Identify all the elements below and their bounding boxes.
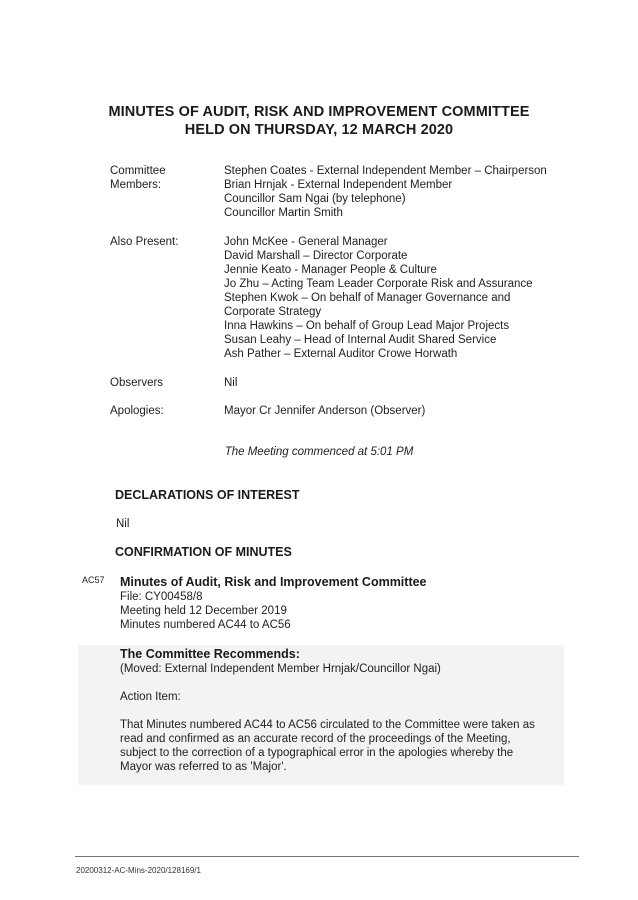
item-file: File: CY00458/8 [120,591,203,603]
observers-label: Observers [110,377,164,389]
item-title: Minutes of Audit, Risk and Improvement Committee [120,575,427,589]
item-minutes-numbered: Minutes numbered AC44 to AC56 [120,619,291,631]
document-title [0,103,638,139]
item-number: AC57 [82,575,105,585]
declarations-value: Nil [116,518,130,530]
observers-value: Nil [224,377,238,389]
footer-divider [75,856,579,857]
attendee: Corporate Strategy [224,306,322,318]
recommendation-action-item: Action Item: [120,691,181,703]
recommendation-line: That Minutes numbered AC44 to AC56 circulated to the Committee were taken as [120,719,535,731]
confirmation-heading: CONFIRMATION OF MINUTES [115,545,292,559]
attendee: Ash Pather – External Auditor Crowe Horwath [224,348,458,360]
title-line-2: HELD ON THURSDAY, 12 MARCH 2020 [184,122,454,138]
attendee: Inna Hawkins – On behalf of Group Lead Major Projects [224,320,510,332]
committee-member: Stephen Coates - External Independent Member – Chairperson [224,165,547,177]
attendee: David Marshall – Director Corporate [224,250,408,262]
recommendation-moved: (Moved: External Independent Member Hrnjak/Councillor Ngai) [120,663,441,675]
committee-members-list [224,164,547,220]
attendee: Susan Leahy – Head of Internal Audit Shared Service [224,334,497,346]
recommendation-line: read and confirmed as an accurate record of the proceedings of the Meeting, [120,733,511,745]
recommendation-line: Mayor was referred to as 'Major'. [120,761,287,773]
also-present-list [224,235,533,361]
footer-reference: 20200312-AC-Mins-2020/128169/1 [76,866,201,875]
attendee: Jo Zhu – Acting Team Leader Corporate Risk and Assurance [224,278,533,290]
item-meeting-held: Meeting held 12 December 2019 [120,605,287,617]
item-details [120,590,291,632]
committee-member: Councillor Sam Ngai (by telephone) [224,193,406,205]
committee-member: Brian Hrnjak - External Independent Member [224,179,453,191]
apologies-label: Apologies: [110,405,164,417]
meeting-commenced: The Meeting commenced at 5:01 PM [224,446,414,458]
title-line-1: MINUTES OF AUDIT, RISK AND IMPROVEMENT COMMITTEE [108,104,530,120]
recommendation-line: subject to the correction of a typographical error in the apologies whereby the [120,747,514,759]
recommendation-body [120,718,535,774]
committee-member: Councillor Martin Smith [224,207,343,219]
attendee: Jennie Keato - Manager People & Culture [224,264,437,276]
recommendation-title: The Committee Recommends: [120,647,300,661]
attendee: Stephen Kwok – On behalf of Manager Governance and [224,292,511,304]
attendee: John McKee - General Manager [224,236,388,248]
apologies-value: Mayor Cr Jennifer Anderson (Observer) [224,405,426,417]
also-present-label: Also Present: [110,236,179,248]
committee-members-label: Committee Members: [110,165,166,191]
declarations-heading: DECLARATIONS OF INTEREST [115,488,300,502]
